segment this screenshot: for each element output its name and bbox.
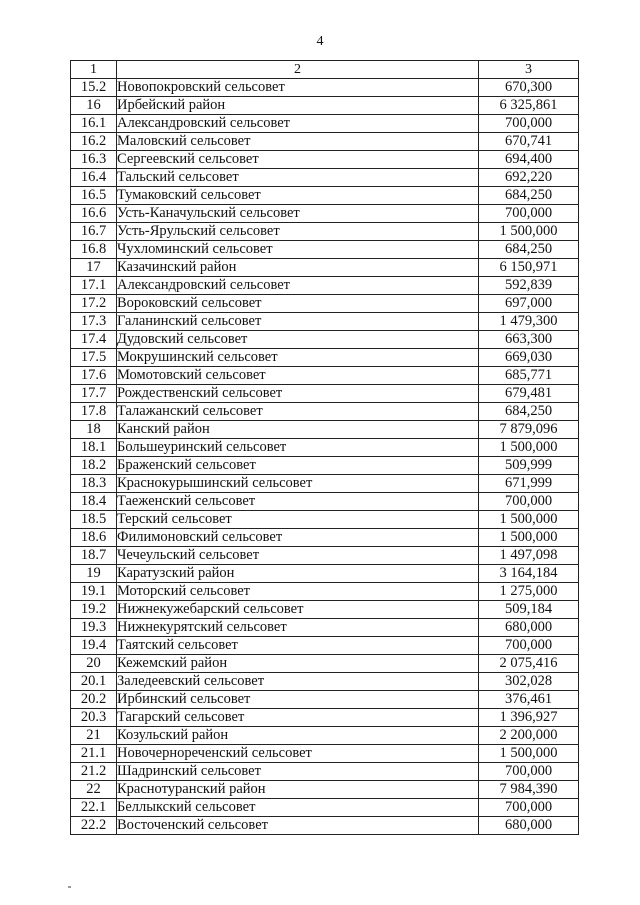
row-number: 20.1 bbox=[71, 673, 117, 691]
row-value: 680,000 bbox=[479, 619, 579, 637]
table-row bbox=[71, 223, 579, 241]
row-number: 16.6 bbox=[71, 205, 117, 223]
table-row bbox=[71, 385, 579, 403]
row-name: Новочернореченский сельсовет bbox=[117, 745, 479, 763]
table-row bbox=[71, 529, 579, 547]
row-value: 509,184 bbox=[479, 601, 579, 619]
scan-speck bbox=[68, 886, 71, 888]
row-name: Галанинский сельсовет bbox=[117, 313, 479, 331]
row-value: 3 164,184 bbox=[479, 565, 579, 583]
row-value: 670,300 bbox=[479, 79, 579, 97]
table-row bbox=[71, 655, 579, 673]
table-row bbox=[71, 331, 579, 349]
table-row bbox=[71, 403, 579, 421]
row-value: 692,220 bbox=[479, 169, 579, 187]
row-name: Моторский сельсовет bbox=[117, 583, 479, 601]
row-value: 1 500,000 bbox=[479, 745, 579, 763]
row-number: 18.2 bbox=[71, 457, 117, 475]
row-value: 684,250 bbox=[479, 241, 579, 259]
row-value: 376,461 bbox=[479, 691, 579, 709]
row-value: 663,300 bbox=[479, 331, 579, 349]
table-row bbox=[71, 277, 579, 295]
table-row bbox=[71, 367, 579, 385]
row-number: 16.3 bbox=[71, 151, 117, 169]
row-number: 18.4 bbox=[71, 493, 117, 511]
row-number: 16.8 bbox=[71, 241, 117, 259]
table-body bbox=[71, 79, 579, 835]
row-name: Александровский сельсовет bbox=[117, 115, 479, 133]
row-value: 6 325,861 bbox=[479, 97, 579, 115]
row-value: 684,250 bbox=[479, 187, 579, 205]
row-number: 16.1 bbox=[71, 115, 117, 133]
row-number: 18.3 bbox=[71, 475, 117, 493]
table-row bbox=[71, 727, 579, 745]
row-number: 19.2 bbox=[71, 601, 117, 619]
row-number: 18.6 bbox=[71, 529, 117, 547]
row-value: 1 275,000 bbox=[479, 583, 579, 601]
table-row bbox=[71, 763, 579, 781]
table-row bbox=[71, 187, 579, 205]
row-name: Усть-Ярульский сельсовет bbox=[117, 223, 479, 241]
row-name: Шадринский сельсовет bbox=[117, 763, 479, 781]
row-value: 700,000 bbox=[479, 205, 579, 223]
table-row bbox=[71, 349, 579, 367]
row-value: 6 150,971 bbox=[479, 259, 579, 277]
table-row bbox=[71, 169, 579, 187]
row-name: Нижнекужебарский сельсовет bbox=[117, 601, 479, 619]
row-name: Вороковский сельсовет bbox=[117, 295, 479, 313]
row-value: 1 500,000 bbox=[479, 511, 579, 529]
row-value: 1 497,098 bbox=[479, 547, 579, 565]
column-header-name: 2 bbox=[117, 61, 479, 79]
row-value: 7 879,096 bbox=[479, 421, 579, 439]
row-value: 2 075,416 bbox=[479, 655, 579, 673]
row-value: 685,771 bbox=[479, 367, 579, 385]
row-name: Терский сельсовет bbox=[117, 511, 479, 529]
row-number: 17.7 bbox=[71, 385, 117, 403]
row-value: 1 500,000 bbox=[479, 223, 579, 241]
row-value: 700,000 bbox=[479, 637, 579, 655]
row-name: Кежемский район bbox=[117, 655, 479, 673]
row-value: 700,000 bbox=[479, 493, 579, 511]
table-row bbox=[71, 619, 579, 637]
table-row bbox=[71, 295, 579, 313]
table-row bbox=[71, 133, 579, 151]
row-number: 22.2 bbox=[71, 817, 117, 835]
row-number: 20.3 bbox=[71, 709, 117, 727]
page-number: 4 bbox=[316, 34, 324, 49]
row-name: Таятский сельсовет bbox=[117, 637, 479, 655]
row-name: Тальский сельсовет bbox=[117, 169, 479, 187]
row-number: 20 bbox=[71, 655, 117, 673]
row-value: 680,000 bbox=[479, 817, 579, 835]
row-number: 22.1 bbox=[71, 799, 117, 817]
table-row bbox=[71, 313, 579, 331]
row-value: 1 500,000 bbox=[479, 529, 579, 547]
table-row bbox=[71, 97, 579, 115]
table-row bbox=[71, 475, 579, 493]
row-number: 18 bbox=[71, 421, 117, 439]
table-row bbox=[71, 583, 579, 601]
row-name: Тумаковский сельсовет bbox=[117, 187, 479, 205]
row-name: Беллыкский сельсовет bbox=[117, 799, 479, 817]
row-number: 17.2 bbox=[71, 295, 117, 313]
row-number: 17.4 bbox=[71, 331, 117, 349]
row-value: 700,000 bbox=[479, 763, 579, 781]
row-number: 17.3 bbox=[71, 313, 117, 331]
table-row bbox=[71, 151, 579, 169]
row-value: 302,028 bbox=[479, 673, 579, 691]
row-name: Заледеевский сельсовет bbox=[117, 673, 479, 691]
row-number: 17.6 bbox=[71, 367, 117, 385]
row-value: 592,839 bbox=[479, 277, 579, 295]
row-number: 19.1 bbox=[71, 583, 117, 601]
table-row bbox=[71, 205, 579, 223]
row-name: Канский район bbox=[117, 421, 479, 439]
row-number: 16.4 bbox=[71, 169, 117, 187]
row-number: 21.2 bbox=[71, 763, 117, 781]
row-value: 679,481 bbox=[479, 385, 579, 403]
row-number: 19 bbox=[71, 565, 117, 583]
row-name: Рождественский сельсовет bbox=[117, 385, 479, 403]
row-name: Краснотуранский район bbox=[117, 781, 479, 799]
row-value: 670,741 bbox=[479, 133, 579, 151]
row-value: 669,030 bbox=[479, 349, 579, 367]
row-name: Казачинский район bbox=[117, 259, 479, 277]
table-row bbox=[71, 781, 579, 799]
row-name: Талажанский сельсовет bbox=[117, 403, 479, 421]
row-number: 16.5 bbox=[71, 187, 117, 205]
row-number: 21 bbox=[71, 727, 117, 745]
row-name: Александровский сельсовет bbox=[117, 277, 479, 295]
table-row bbox=[71, 79, 579, 97]
row-name: Каратузский район bbox=[117, 565, 479, 583]
row-number: 16.7 bbox=[71, 223, 117, 241]
row-name: Дудовский сельсовет bbox=[117, 331, 479, 349]
row-value: 671,999 bbox=[479, 475, 579, 493]
row-value: 694,400 bbox=[479, 151, 579, 169]
table-row bbox=[71, 421, 579, 439]
row-value: 7 984,390 bbox=[479, 781, 579, 799]
row-number: 17.5 bbox=[71, 349, 117, 367]
table-row bbox=[71, 547, 579, 565]
row-number: 18.5 bbox=[71, 511, 117, 529]
table-row bbox=[71, 115, 579, 133]
row-value: 700,000 bbox=[479, 799, 579, 817]
row-value: 1 479,300 bbox=[479, 313, 579, 331]
row-value: 2 200,000 bbox=[479, 727, 579, 745]
row-value: 1 396,927 bbox=[479, 709, 579, 727]
row-number: 18.1 bbox=[71, 439, 117, 457]
row-number: 16 bbox=[71, 97, 117, 115]
row-name: Филимоновский сельсовет bbox=[117, 529, 479, 547]
column-header-number: 1 bbox=[71, 61, 117, 79]
row-name: Козульский район bbox=[117, 727, 479, 745]
row-number: 20.2 bbox=[71, 691, 117, 709]
row-number: 18.7 bbox=[71, 547, 117, 565]
table-row bbox=[71, 637, 579, 655]
row-name: Браженский сельсовет bbox=[117, 457, 479, 475]
table-row bbox=[71, 745, 579, 763]
row-name: Чечеульский сельсовет bbox=[117, 547, 479, 565]
table-row bbox=[71, 709, 579, 727]
allocation-table bbox=[70, 60, 579, 835]
table-row bbox=[71, 241, 579, 259]
row-number: 16.2 bbox=[71, 133, 117, 151]
row-name: Нижнекурятский сельсовет bbox=[117, 619, 479, 637]
column-header-value: 3 bbox=[479, 61, 579, 79]
row-number: 15.2 bbox=[71, 79, 117, 97]
row-number: 17 bbox=[71, 259, 117, 277]
row-value: 509,999 bbox=[479, 457, 579, 475]
row-name: Мокрушинский сельсовет bbox=[117, 349, 479, 367]
table-row bbox=[71, 259, 579, 277]
row-value: 697,000 bbox=[479, 295, 579, 313]
table-row bbox=[71, 565, 579, 583]
row-name: Большеуринский сельсовет bbox=[117, 439, 479, 457]
row-number: 19.3 bbox=[71, 619, 117, 637]
row-number: 22 bbox=[71, 781, 117, 799]
table-row bbox=[71, 673, 579, 691]
row-name: Маловский сельсовет bbox=[117, 133, 479, 151]
table-row bbox=[71, 493, 579, 511]
table-header-row bbox=[71, 61, 579, 79]
row-name: Тагарский сельсовет bbox=[117, 709, 479, 727]
table-row bbox=[71, 601, 579, 619]
table-row bbox=[71, 439, 579, 457]
row-name: Усть-Каначульский сельсовет bbox=[117, 205, 479, 223]
table-row bbox=[71, 457, 579, 475]
row-name: Сергеевский сельсовет bbox=[117, 151, 479, 169]
row-value: 684,250 bbox=[479, 403, 579, 421]
row-name: Ирбейский район bbox=[117, 97, 479, 115]
row-name: Чухломинский сельсовет bbox=[117, 241, 479, 259]
row-number: 17.1 bbox=[71, 277, 117, 295]
row-number: 21.1 bbox=[71, 745, 117, 763]
row-name: Новопокровский сельсовет bbox=[117, 79, 479, 97]
table-row bbox=[71, 799, 579, 817]
row-value: 700,000 bbox=[479, 115, 579, 133]
table-row bbox=[71, 511, 579, 529]
row-name: Таеженский сельсовет bbox=[117, 493, 479, 511]
row-name: Момотовский сельсовет bbox=[117, 367, 479, 385]
row-value: 1 500,000 bbox=[479, 439, 579, 457]
row-name: Ирбинский сельсовет bbox=[117, 691, 479, 709]
table-row bbox=[71, 817, 579, 835]
table-row bbox=[71, 691, 579, 709]
row-name: Краснокурышинский сельсовет bbox=[117, 475, 479, 493]
row-number: 19.4 bbox=[71, 637, 117, 655]
row-name: Восточенский сельсовет bbox=[117, 817, 479, 835]
row-number: 17.8 bbox=[71, 403, 117, 421]
